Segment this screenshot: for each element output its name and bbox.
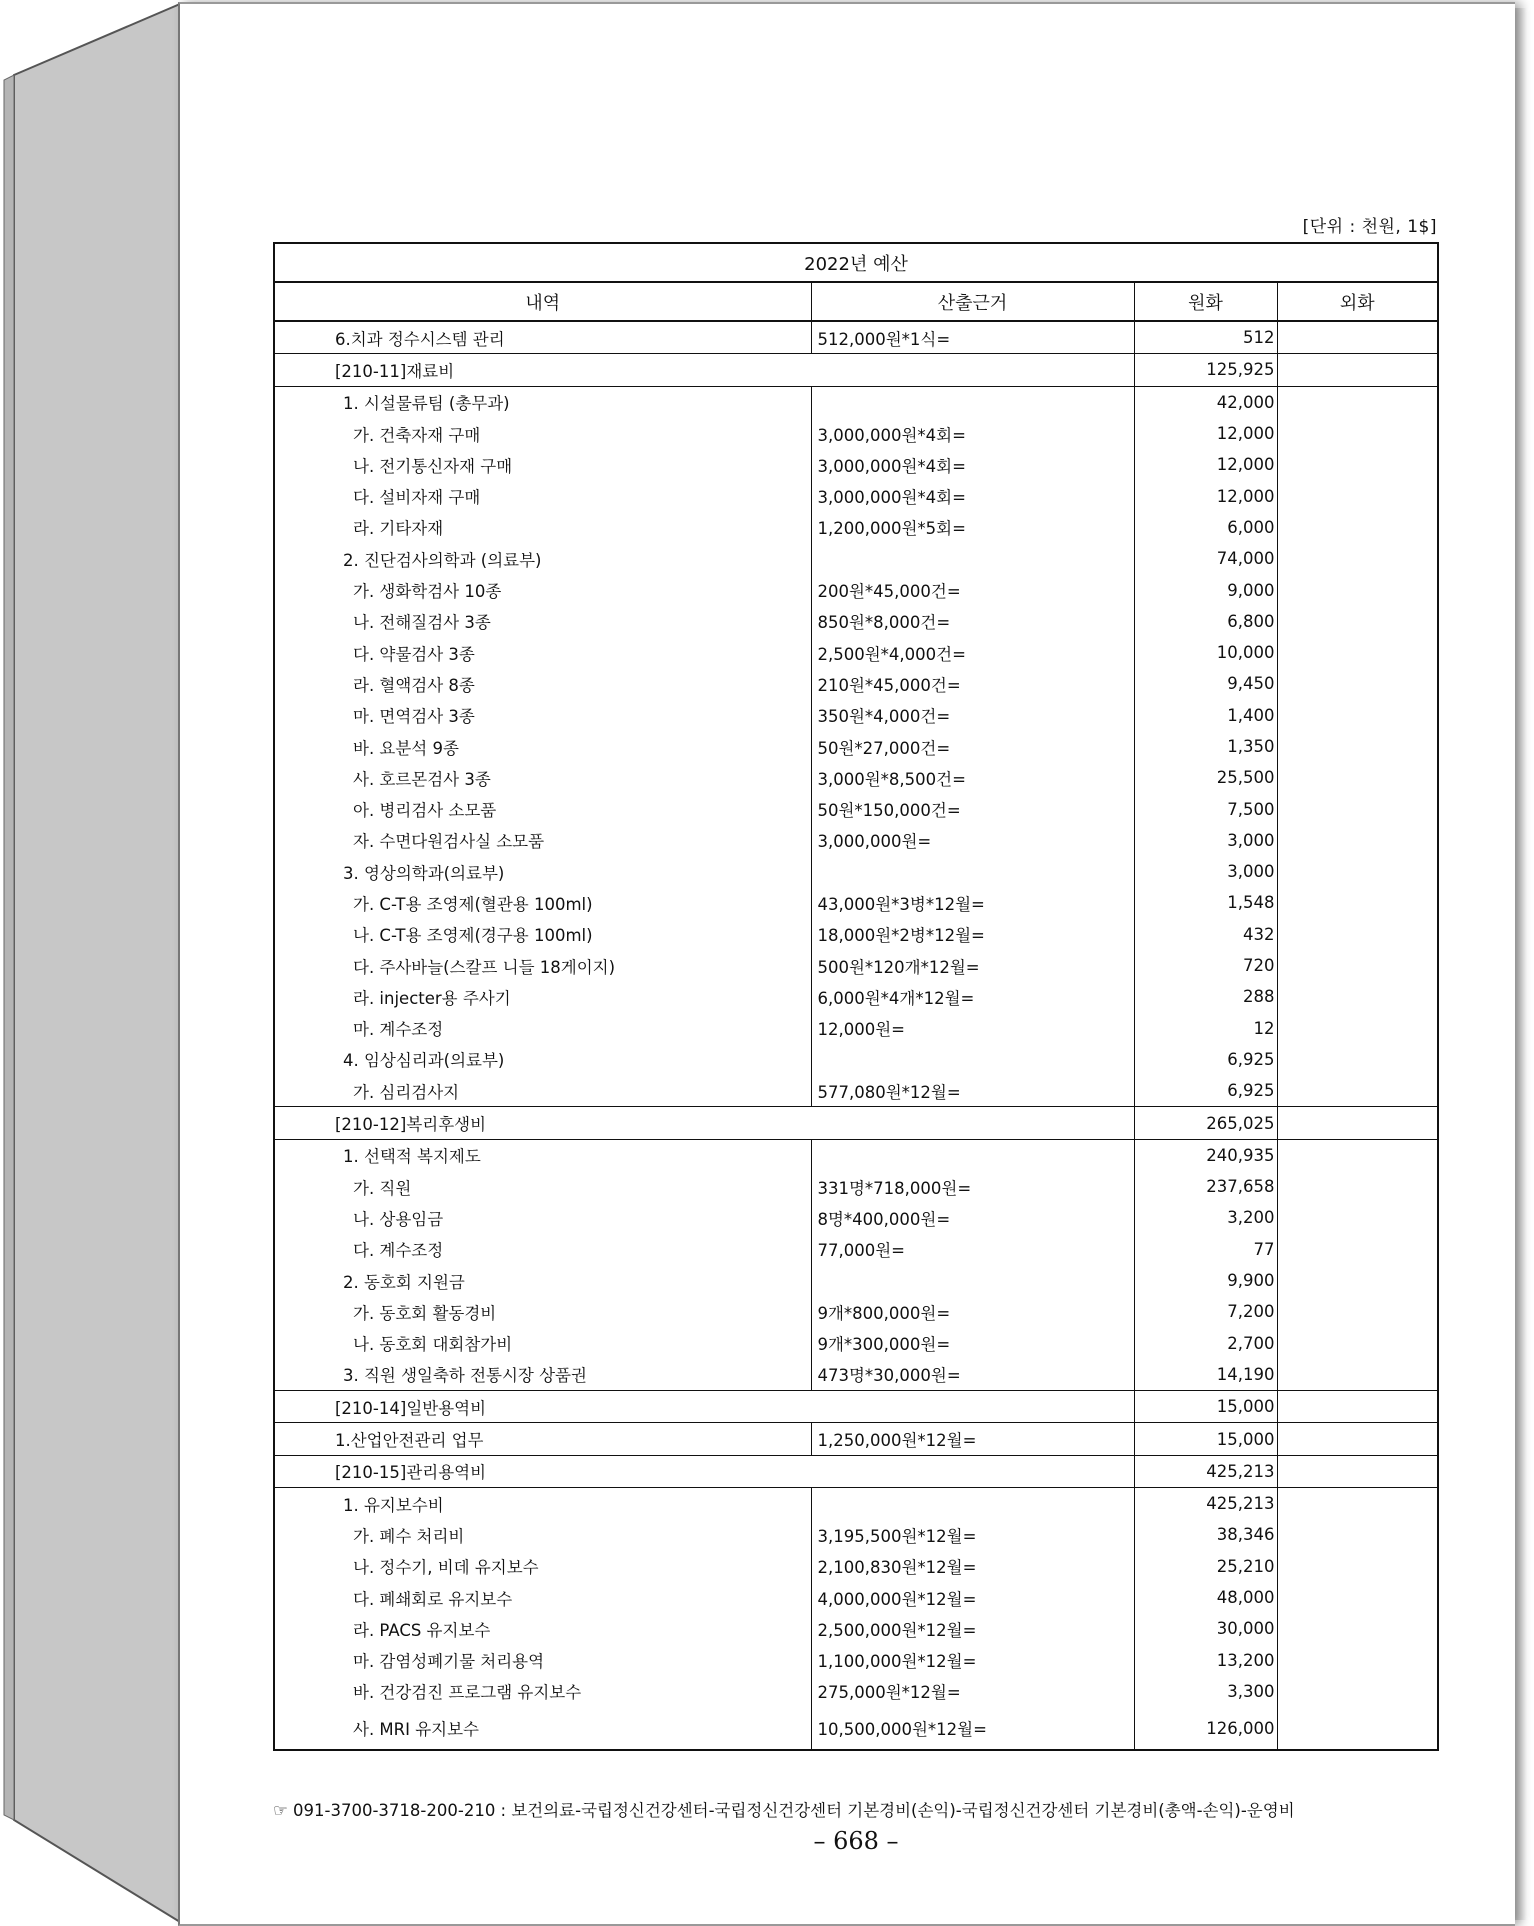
table-row [274,1487,1438,1519]
fx-amount-cell [1277,856,1438,887]
item-cell: 가. 생화학검사 10종 [274,574,811,605]
fx-amount-cell [1277,512,1438,543]
item-cell: 다. 약물검사 3종 [274,637,811,668]
table-row [274,793,1438,824]
basis-cell: 500원*120개*12월= [811,950,1134,981]
column-header-fx: 외화 [1277,282,1438,321]
krw-amount-cell: 15,000 [1134,1391,1277,1423]
krw-amount-cell: 3,000 [1134,825,1277,856]
table-row [274,1328,1438,1359]
basis-cell: 50원*150,000건= [811,793,1134,824]
fx-amount-cell [1277,543,1438,574]
fx-amount-cell [1277,1075,1438,1107]
krw-amount-cell: 6,800 [1134,606,1277,637]
basis-cell: 2,500원*4,000건= [811,637,1134,668]
fx-amount-cell [1277,887,1438,918]
item-cell: 6.치과 정수시스템 관리 [274,321,811,354]
fx-amount-cell [1277,1013,1438,1044]
item-cell: 나. C-T용 조영제(경구용 100ml) [274,919,811,950]
budget-table [273,242,1439,1751]
table-row [274,1582,1438,1613]
fx-amount-cell [1277,1107,1438,1139]
budget-table-body [274,321,1438,1750]
basis-cell [811,1265,1134,1296]
basis-cell [811,1487,1134,1519]
item-cell: 마. 면역검사 3종 [274,700,811,731]
fx-amount-cell [1277,1519,1438,1550]
item-cell: 가. 건축자재 구매 [274,418,811,449]
table-row [274,637,1438,668]
basis-cell: 3,000,000원= [811,825,1134,856]
section-title-cell: [210-11]재료비 [274,354,1134,386]
item-cell: 나. 정수기, 비데 유지보수 [274,1551,811,1582]
krw-amount-cell: 1,400 [1134,700,1277,731]
basis-cell: 275,000원*12월= [811,1676,1134,1707]
table-row [274,1676,1438,1707]
basis-cell: 2,500,000원*12월= [811,1613,1134,1644]
fx-amount-cell [1277,1613,1438,1644]
krw-amount-cell: 6,000 [1134,512,1277,543]
table-row [274,1075,1438,1107]
krw-amount-cell: 25,500 [1134,762,1277,793]
page-shadow [1513,8,1527,1920]
item-cell: 1. 선택적 복지제도 [274,1139,811,1171]
krw-amount-cell: 42,000 [1134,386,1277,418]
krw-amount-cell: 2,700 [1134,1328,1277,1359]
unit-note: [단위 : 천원, 1$] [1302,217,1437,237]
section-title-cell: [210-12]복리후생비 [274,1107,1134,1139]
basis-cell [811,1044,1134,1075]
item-cell: 3. 영상의학과(의료부) [274,856,811,887]
krw-amount-cell: 12,000 [1134,418,1277,449]
basis-cell: 4,000,000원*12월= [811,1582,1134,1613]
table-row [274,1455,1438,1487]
krw-amount-cell: 25,210 [1134,1551,1277,1582]
basis-cell: 18,000원*2병*12월= [811,919,1134,950]
fx-amount-cell [1277,1582,1438,1613]
basis-cell [811,1139,1134,1171]
basis-cell: 77,000원= [811,1234,1134,1265]
table-row [274,449,1438,480]
krw-amount-cell: 74,000 [1134,543,1277,574]
table-row [274,1359,1438,1391]
fx-amount-cell [1277,700,1438,731]
table-row [274,1107,1438,1139]
table-row [274,480,1438,511]
section-title-cell: [210-15]관리용역비 [274,1455,1134,1487]
table-row [274,950,1438,981]
item-cell: 사. 호르몬검사 3종 [274,762,811,793]
krw-amount-cell: 6,925 [1134,1044,1277,1075]
basis-cell: 850원*8,000건= [811,606,1134,637]
item-cell: 가. C-T용 조영제(혈관용 100ml) [274,887,811,918]
item-cell: 다. 설비자재 구매 [274,480,811,511]
table-row [274,1296,1438,1327]
krw-amount-cell: 30,000 [1134,1613,1277,1644]
column-header-row [274,282,1438,321]
fx-amount-cell [1277,825,1438,856]
item-cell: 사. MRI 유지보수 [274,1707,811,1750]
basis-cell: 512,000원*1식= [811,321,1134,354]
basis-cell: 43,000원*3병*12월= [811,887,1134,918]
krw-amount-cell: 12 [1134,1013,1277,1044]
fx-amount-cell [1277,1676,1438,1707]
table-row [274,418,1438,449]
krw-amount-cell: 720 [1134,950,1277,981]
fx-amount-cell [1277,762,1438,793]
basis-cell: 3,000,000원*4회= [811,480,1134,511]
table-row [274,354,1438,386]
krw-amount-cell: 12,000 [1134,449,1277,480]
table-row [274,1234,1438,1265]
basis-cell: 331명*718,000원= [811,1171,1134,1202]
basis-cell: 2,100,830원*12월= [811,1551,1134,1582]
krw-amount-cell: 3,000 [1134,856,1277,887]
basis-cell [811,386,1134,418]
fx-amount-cell [1277,386,1438,418]
basis-cell: 50원*27,000건= [811,731,1134,762]
table-row [274,574,1438,605]
table-row [274,1707,1438,1750]
basis-cell: 577,080원*12월= [811,1075,1134,1107]
krw-amount-cell: 1,350 [1134,731,1277,762]
fx-amount-cell [1277,1265,1438,1296]
table-row [274,1013,1438,1044]
fx-amount-cell [1277,1202,1438,1233]
krw-amount-cell: 15,000 [1134,1423,1277,1455]
table-row [274,1644,1438,1675]
krw-amount-cell: 7,500 [1134,793,1277,824]
footer-note: ☞ 091-3700-3718-200-210 : 보건의료-국립정신건강센터-국립정신건강센터 기본경비(손익)-국립정신건강센터 기본경비(총액-손익)-운영비 [273,1801,1295,1820]
table-row [274,1613,1438,1644]
table-row [274,1171,1438,1202]
table-row [274,700,1438,731]
fx-amount-cell [1277,637,1438,668]
basis-cell: 200원*45,000건= [811,574,1134,605]
fx-amount-cell [1277,950,1438,981]
krw-amount-cell: 9,900 [1134,1265,1277,1296]
krw-amount-cell: 9,450 [1134,668,1277,699]
item-cell: 자. 수면다원검사실 소모품 [274,825,811,856]
table-row [274,731,1438,762]
column-header-item: 내역 [274,282,811,321]
item-cell: 라. injecter용 주사기 [274,981,811,1012]
table-row [274,1265,1438,1296]
krw-amount-cell: 48,000 [1134,1582,1277,1613]
krw-amount-cell: 3,300 [1134,1676,1277,1707]
table-row [274,512,1438,543]
item-cell: 나. 전해질검사 3종 [274,606,811,637]
fx-amount-cell [1277,1455,1438,1487]
fx-amount-cell [1277,1391,1438,1423]
table-row [274,1519,1438,1550]
item-cell: 마. 감염성폐기물 처리용역 [274,1644,811,1675]
table-row [274,1423,1438,1455]
fx-amount-cell [1277,1359,1438,1391]
fx-amount-cell [1277,1171,1438,1202]
item-cell: 2. 진단검사의학과 (의료부) [274,543,811,574]
krw-amount-cell: 12,000 [1134,480,1277,511]
column-header-krw: 원화 [1134,282,1277,321]
item-cell: 1. 유지보수비 [274,1487,811,1519]
krw-amount-cell: 7,200 [1134,1296,1277,1327]
table-row [274,606,1438,637]
item-cell: 라. 혈액검사 8종 [274,668,811,699]
krw-amount-cell: 265,025 [1134,1107,1277,1139]
krw-amount-cell: 77 [1134,1234,1277,1265]
fx-amount-cell [1277,981,1438,1012]
basis-cell: 1,250,000원*12월= [811,1423,1134,1455]
fx-amount-cell [1277,1551,1438,1582]
item-cell: 1. 시설물류팀 (총무과) [274,386,811,418]
item-cell: 바. 요분석 9종 [274,731,811,762]
fx-amount-cell [1277,793,1438,824]
item-cell: 다. 계수조정 [274,1234,811,1265]
basis-cell: 473명*30,000원= [811,1359,1134,1391]
table-row [274,543,1438,574]
table-row [274,825,1438,856]
krw-amount-cell: 237,658 [1134,1171,1277,1202]
basis-cell: 1,100,000원*12월= [811,1644,1134,1675]
krw-amount-cell: 1,548 [1134,887,1277,918]
item-cell: 나. 동호회 대회참가비 [274,1328,811,1359]
table-row [274,668,1438,699]
item-cell: 2. 동호회 지원금 [274,1265,811,1296]
basis-cell: 3,195,500원*12월= [811,1519,1134,1550]
table-row [274,1391,1438,1423]
krw-amount-cell: 125,925 [1134,354,1277,386]
fx-amount-cell [1277,1044,1438,1075]
fx-amount-cell [1277,731,1438,762]
basis-cell: 9개*300,000원= [811,1328,1134,1359]
fx-amount-cell [1277,1234,1438,1265]
basis-cell: 10,500,000원*12월= [811,1707,1134,1750]
krw-amount-cell: 425,213 [1134,1455,1277,1487]
item-cell: 나. 전기통신자재 구매 [274,449,811,480]
fx-amount-cell [1277,1707,1438,1750]
krw-amount-cell: 13,200 [1134,1644,1277,1675]
basis-cell: 12,000원= [811,1013,1134,1044]
item-cell: 1.산업안전관리 업무 [274,1423,811,1455]
year-header: 2022년 예산 [274,243,1438,282]
krw-amount-cell: 512 [1134,321,1277,354]
krw-amount-cell: 126,000 [1134,1707,1277,1750]
basis-cell [811,543,1134,574]
krw-amount-cell: 432 [1134,919,1277,950]
fx-amount-cell [1277,449,1438,480]
table-row [274,386,1438,418]
krw-amount-cell: 9,000 [1134,574,1277,605]
fx-amount-cell [1277,418,1438,449]
fx-amount-cell [1277,574,1438,605]
fx-amount-cell [1277,1423,1438,1455]
item-cell: 가. 심리검사지 [274,1075,811,1107]
table-row [274,1202,1438,1233]
krw-amount-cell: 38,346 [1134,1519,1277,1550]
fx-amount-cell [1277,1139,1438,1171]
krw-amount-cell: 14,190 [1134,1359,1277,1391]
table-row [274,919,1438,950]
fx-amount-cell [1277,321,1438,354]
table-row [274,321,1438,354]
krw-amount-cell: 3,200 [1134,1202,1277,1233]
basis-cell: 6,000원*4개*12월= [811,981,1134,1012]
item-cell: 라. PACS 유지보수 [274,1613,811,1644]
table-row [274,856,1438,887]
krw-amount-cell: 288 [1134,981,1277,1012]
column-header-basis: 산출근거 [811,282,1134,321]
table-row [274,762,1438,793]
item-cell: 마. 계수조정 [274,1013,811,1044]
table-row [274,981,1438,1012]
fx-amount-cell [1277,1296,1438,1327]
basis-cell [811,856,1134,887]
item-cell: 라. 기타자재 [274,512,811,543]
basis-cell: 9개*800,000원= [811,1296,1134,1327]
item-cell: 3. 직원 생일축하 전통시장 상품권 [274,1359,811,1391]
page-number: – 668 – [813,1827,899,1855]
basis-cell: 3,000원*8,500건= [811,762,1134,793]
item-cell: 다. 주사바늘(스칼프 니들 18게이지) [274,950,811,981]
table-row [274,887,1438,918]
basis-cell: 3,000,000원*4회= [811,418,1134,449]
basis-cell: 350원*4,000건= [811,700,1134,731]
fx-amount-cell [1277,606,1438,637]
fx-amount-cell [1277,919,1438,950]
fx-amount-cell [1277,1487,1438,1519]
basis-cell: 8명*400,000원= [811,1202,1134,1233]
item-cell: 바. 건강검진 프로그램 유지보수 [274,1676,811,1707]
table-row [274,1044,1438,1075]
fx-amount-cell [1277,1644,1438,1675]
fx-amount-cell [1277,480,1438,511]
basis-cell: 210원*45,000건= [811,668,1134,699]
section-title-cell: [210-14]일반용역비 [274,1391,1134,1423]
basis-cell: 3,000,000원*4회= [811,449,1134,480]
basis-cell: 1,200,000원*5회= [811,512,1134,543]
fx-amount-cell [1277,354,1438,386]
krw-amount-cell: 10,000 [1134,637,1277,668]
item-cell: 아. 병리검사 소모품 [274,793,811,824]
fx-amount-cell [1277,1328,1438,1359]
krw-amount-cell: 6,925 [1134,1075,1277,1107]
table-row [274,1139,1438,1171]
item-cell: 가. 폐수 처리비 [274,1519,811,1550]
item-cell: 다. 폐쇄회로 유지보수 [274,1582,811,1613]
krw-amount-cell: 240,935 [1134,1139,1277,1171]
table-row [274,1551,1438,1582]
item-cell: 가. 동호회 활동경비 [274,1296,811,1327]
krw-amount-cell: 425,213 [1134,1487,1277,1519]
fx-amount-cell [1277,668,1438,699]
item-cell: 4. 임상심리과(의료부) [274,1044,811,1075]
item-cell: 나. 상용임금 [274,1202,811,1233]
item-cell: 가. 직원 [274,1171,811,1202]
